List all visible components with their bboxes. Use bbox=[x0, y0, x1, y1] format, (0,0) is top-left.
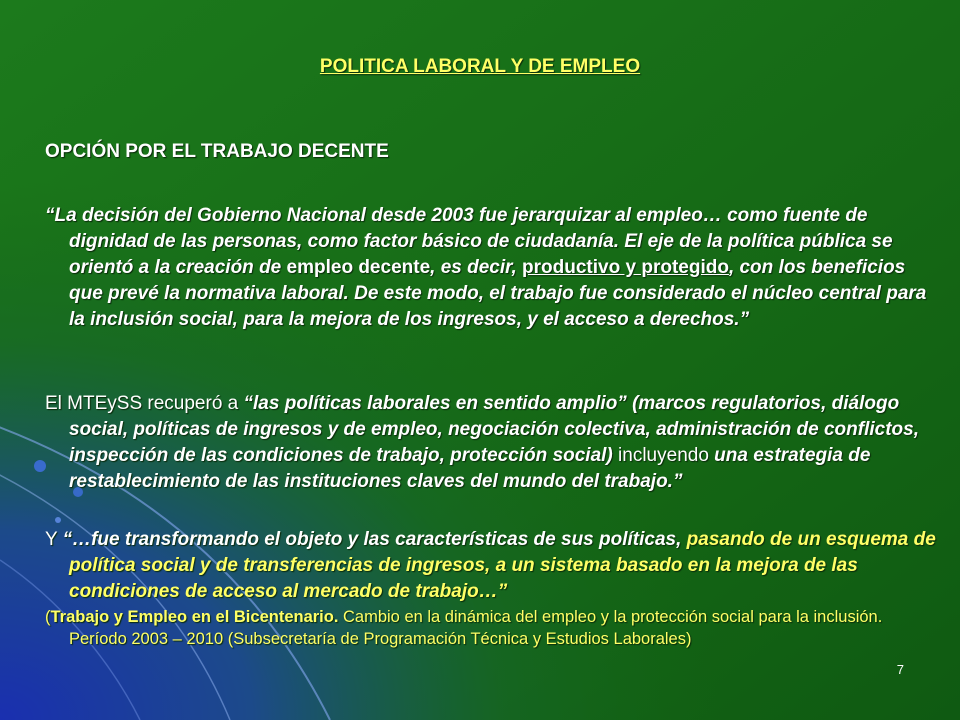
p3-highlighted-text: pasando de un esquema de política social y de transferencias de ingresos, a un sistema basado en la mejora de las condiciones de acceso al mercado de trabajo…” bbox=[69, 529, 936, 602]
p1-text-2: , es decir, bbox=[430, 257, 523, 278]
citation-title: Trabajo y Empleo en el Bicentenario. bbox=[50, 608, 339, 626]
slide-title: POLITICA LABORAL Y DE EMPLEO bbox=[319, 56, 641, 77]
citation bbox=[45, 606, 939, 650]
p2-parenthetical: (marcos regulatorios, diálogo social, políticas de ingresos y de empleo, negociación colectiva, administración de conflictos, inspección de las condiciones de trabajo, protección social) bbox=[69, 393, 919, 466]
p1-underlined-text: productivo y protegido bbox=[522, 257, 729, 278]
quote-paragraph-2 bbox=[45, 391, 939, 495]
p3-text-1: Y bbox=[45, 529, 63, 550]
p2-text-3: una estrategia de restablecimiento de las instituciones claves del mundo del trabajo.” bbox=[69, 445, 871, 492]
p2-quote: “las políticas laborales en sentido amplio” bbox=[243, 393, 627, 414]
p1-text-1: “La decisión del Gobierno Nacional desde 2003 fue jerarquizar al empleo… como fuente de dignidad de las personas, como factor básico de ciudadanía. El eje de la política pública se orientó a la creación de bbox=[45, 205, 893, 278]
page-number: 7 bbox=[896, 662, 904, 677]
p1-text-3: , con los beneficios que prevé la normativa laboral. De este modo, el trabajo fue considerado el núcleo central para la inclusión social, para la mejora de los ingresos, y el acceso a derechos.” bbox=[69, 257, 927, 330]
p1-emphasis-empleo-decente: empleo decente bbox=[286, 257, 431, 278]
section-heading: OPCIÓN POR EL TRABAJO DECENTE bbox=[45, 141, 389, 162]
p2-text-1: El MTEySS recuperó a bbox=[45, 393, 244, 414]
citation-open: ( bbox=[45, 608, 51, 626]
quote-paragraph-1 bbox=[45, 203, 939, 333]
p3-text-2: “…fue transformando el objeto y las características de sus políticas, bbox=[62, 529, 687, 550]
citation-text: Cambio en la dinámica del empleo y la protección social para la inclusión. Período 2003 – 2010 (Subsecretaría de Programación Técnica y Estudios Laborales) bbox=[69, 608, 883, 648]
quote-paragraph-3 bbox=[45, 527, 939, 605]
p2-text-2: incluyendo bbox=[612, 445, 715, 466]
